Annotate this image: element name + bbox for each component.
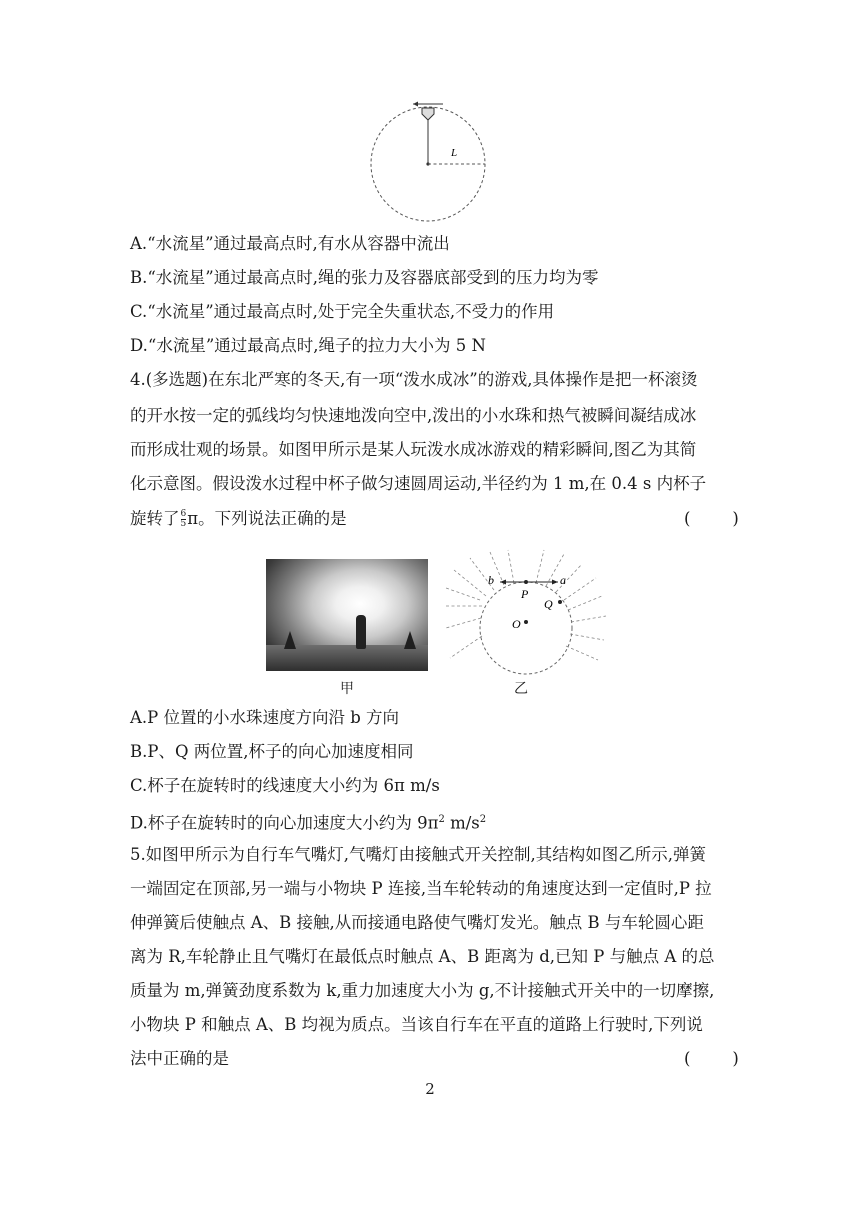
q5-answer-bracket: ( ) [684, 1049, 739, 1068]
q5-line-6: 小物块 P 和触点 A、B 均视为质点。当该自行车在平直的道路上行驶时,下列说 [130, 1015, 703, 1034]
splash-photo [266, 559, 428, 671]
q3-option-c: C.“水流星”通过最高点时,处于完全失重状态,不受力的作用 [130, 302, 555, 321]
water-meteor-figure [365, 98, 493, 226]
fraction-numerator: 6 [180, 509, 187, 519]
q4-line-3: 而形成壮观的场景。如图甲所示是某人玩泼水成冰游戏的精彩瞬间,图乙为其简 [130, 440, 697, 459]
q4-option-c: C.杯子在旋转时的线速度大小约为 6π m/s [130, 776, 440, 795]
q4-line-5-suffix: π。下列说法正确的是 [187, 509, 347, 528]
person-silhouette [356, 615, 366, 649]
page-number: 2 [425, 1080, 435, 1098]
q4-option-d [130, 808, 486, 836]
q5-line-2: 一端固定在顶部,另一端与小物块 P 连接,当车轮转动的角速度达到一定值时,P 拉 [130, 879, 712, 898]
length-label: L [451, 147, 458, 159]
q5-line-3: 伸弹簧后使触点 A、B 接触,从而接通电路使气嘴灯发光。触点 B 与车轮圆心距 [130, 913, 704, 932]
q4-option-a: A.P 位置的小水珠速度方向沿 b 方向 [130, 708, 400, 727]
q5-line-1: 5.如图甲所示为自行车气嘴灯,气嘴灯由接触式开关控制,其结构如图乙所示,弹簧 [130, 845, 706, 864]
q4-line-4: 化示意图。假设泼水过程中杯子做匀速圆周运动,半径约为 1 m,在 0.4 s 内杯子 [130, 474, 707, 493]
tree-icon [284, 631, 296, 649]
q4-line-5 [130, 507, 347, 531]
label-o: O [512, 617, 521, 631]
label-a: a [560, 573, 566, 587]
q4-answer-bracket: ( ) [684, 509, 739, 528]
superscript: 2 [479, 814, 487, 825]
q5-line-5: 质量为 m,弹簧劲度系数为 k,重力加速度大小为 g,不计接触式开关中的一切摩擦, [130, 981, 715, 1000]
q3-option-d: D.“水流星”通过最高点时,绳子的拉力大小为 5 N [130, 336, 486, 355]
q5-line-7: 法中正确的是 [130, 1049, 229, 1068]
splash-schematic [440, 548, 610, 678]
q4-option-d-unit: m/s [444, 813, 480, 833]
label-q: Q [544, 597, 553, 611]
q4-option-b: B.P、Q 两位置,杯子的向心加速度相同 [130, 742, 414, 761]
q3-option-b: B.“水流星”通过最高点时,绳的张力及容器底部受到的压力均为零 [130, 268, 599, 287]
caption-yi: 乙 [514, 681, 528, 697]
q4-line-1: 4.(多选题)在东北严寒的冬天,有一项“泼水成冰”的游戏,具体操作是把一杯滚烫 [130, 370, 698, 389]
caption-jia: 甲 [340, 681, 354, 697]
superscript: 2 [438, 814, 445, 825]
q4-option-d-text: D.杯子在旋转时的向心加速度大小约为 9π [130, 813, 439, 833]
q3-option-a: A.“水流星”通过最高点时,有水从容器中流出 [130, 234, 450, 253]
six-fifths-fraction [181, 510, 187, 529]
fraction-denominator: 5 [180, 519, 187, 529]
q5-line-4: 离为 R,车轮静止且气嘴灯在最低点时触点 A、B 距离为 d,已知 P 与触点 A 的总 [130, 947, 715, 966]
q4-line-5-prefix: 旋转了 [130, 509, 180, 528]
label-b: b [488, 573, 494, 587]
q4-line-2: 的开水按一定的弧线均匀快速地泼向空中,泼出的小水珠和热气被瞬间凝结成冰 [130, 406, 697, 425]
label-p: P [521, 587, 529, 601]
tree-icon [404, 631, 416, 649]
